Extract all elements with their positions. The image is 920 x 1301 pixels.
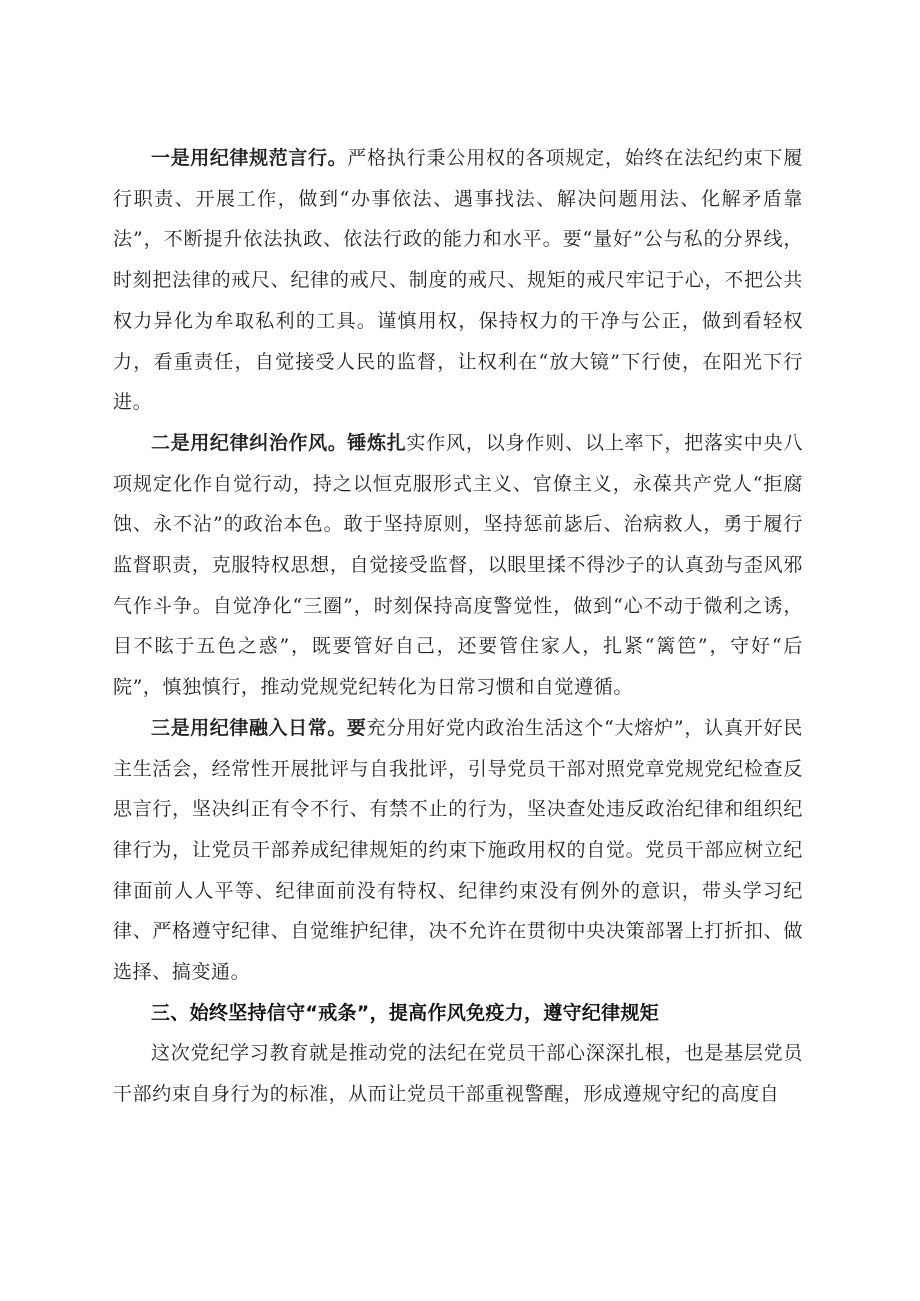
paragraph-education: 这次党纪学习教育就是推动党的法纪在党员干部心深深扎根，也是基层党员干部约束自身行为的标准，从而让党员干部重视警醒，形成遵规守纪的高度自 — [113, 1042, 803, 1106]
paragraph-discipline-daily — [113, 708, 803, 993]
paragraph-text: 严格执行秉公用权的各项规定，始终在法纪约束下履行职责、开展工作，做到“办事依法、遇事找法、解决问题用法、化解矛盾靠法”，不断提升依法执政、依法行政的能力和水平。要“量好”公与私的分界线，时刻把法律的戒尺、纪律的戒尺、制度的戒尺、规矩的戒尺牢记于心，不把公共权力异化为牟取私利的工具。谨慎用权，保持权力的干净与公正，做到看轻权力，看重责任，自觉接受人民的监督，让权利在“放大镜”下行使，在阳光下行进。 — [113, 147, 803, 414]
section-heading: 三、始终坚持信守“戒条”，提高作风免疫力，遵守纪律规矩 — [151, 1001, 660, 1024]
paragraph-discipline-style — [113, 423, 803, 708]
paragraph-lead: 二是用纪律纠治作风。锤炼扎 — [151, 431, 407, 454]
paragraph-lead: 三是用纪律融入日常。要 — [151, 716, 367, 739]
paragraph-discipline-conduct — [113, 138, 803, 423]
paragraph-lead: 一是用纪律规范言行。 — [151, 147, 348, 169]
paragraph-text: 充分用好党内政治生活这个“大熔炉”，认真开好民主生活会，经常性开展批评与自我批评，引导党员干部对照党章党规党纪检查反思言行，坚决纠正有令不行、有禁不止的行为，坚决查处违反政治纪律和组织纪律行为，让党员干部养成纪律规矩的约束下施政用权的自觉。党员干部应树立纪律面前人人平等、纪律面前没有特权、纪律约束没有例外的意识，带头学习纪律、严格遵守纪律、自觉维护纪律，决不允许在贯彻中央决策部署上打折扣、做选择、搞变通。 — [113, 716, 803, 984]
paragraph-text: 实作风，以身作则、以上率下，把落实中央八项规定化作自觉行动，持之以恒克服形式主义、官僚主义，永葆共产党人“拒腐蚀、永不沾”的政治本色。敢于坚持原则，坚持惩前毖后、治病救人，勇于履行监督职责，克服特权思想，自觉接受监督，以眼里揉不得沙子的认真劲与歪风邪气作斗争。自觉净化“三圈”，时刻保持高度警觉性，做到“心不动于微利之诱，目不眩于五色之惑”，既要管好自己，还要管住家人，扎紧“篱笆”，守好“后院”，慎独慎行，推动党规党纪转化为日常习惯和自觉遵循。 — [113, 431, 803, 699]
document-body — [113, 138, 803, 1115]
